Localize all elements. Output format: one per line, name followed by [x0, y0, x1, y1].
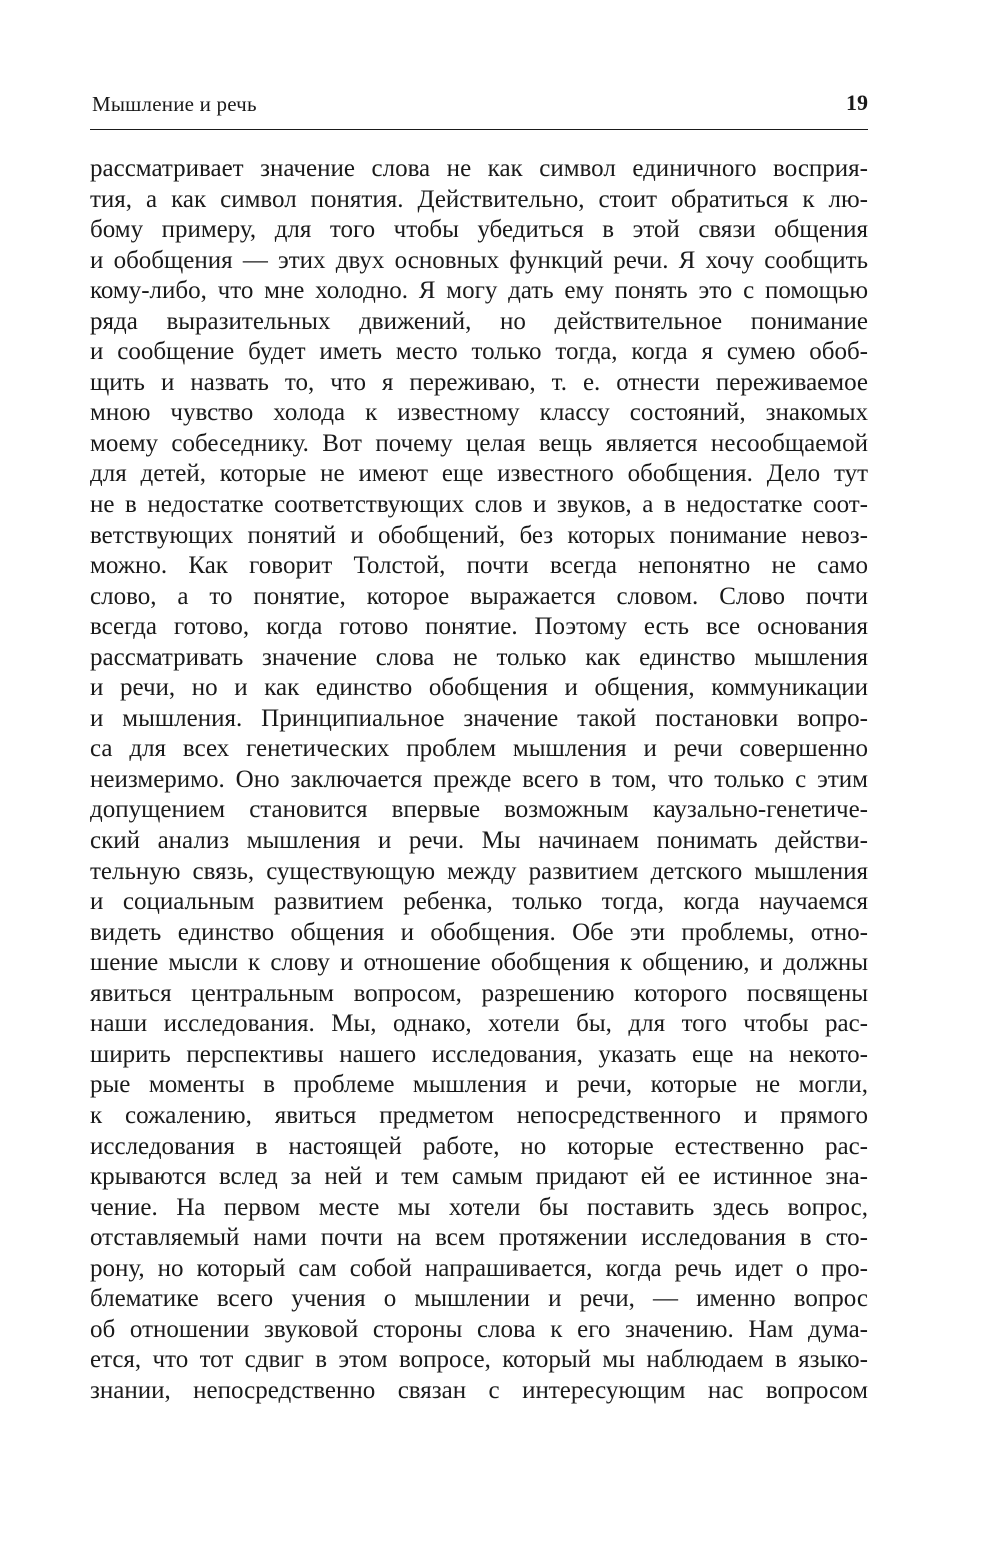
text-line: рону, но который сам собой напрашивается, когда речь идет о про-: [90, 1254, 868, 1282]
page-number: 19: [846, 90, 868, 115]
text-line: и сообщение будет иметь место только тогда, когда я сумею обоб-: [90, 338, 868, 366]
book-page: [90, 0, 868, 1552]
text-line: чение. На первом месте мы хотели бы поставить здесь вопрос,: [90, 1193, 868, 1221]
text-line: ский анализ мышления и речи. Мы начинаем понимать действи-: [90, 827, 868, 855]
text-line: тия, а как символ понятия. Действительно, стоит обратиться к лю-: [90, 185, 868, 213]
text-line: рые моменты в проблеме мышления и речи, которые не могли,: [90, 1071, 868, 1099]
text-line: и речи, но и как единство обобщения и общения, коммуникации: [90, 674, 868, 702]
running-head: [90, 88, 868, 124]
text-line: к сожалению, явиться предметом непосредственного и прямого: [90, 1101, 868, 1129]
text-line: мною чувство холода к известному классу состояний, знакомых: [90, 399, 868, 427]
text-line: можно. Как говорит Толстой, почти всегда непонятно не само: [90, 552, 868, 580]
text-line: кому-либо, что мне холодно. Я могу дать ему понять это с помощью: [90, 277, 868, 305]
text-line: и социальным развитием ребенка, только тогда, когда научаемся: [90, 888, 868, 916]
text-line: щить и назвать то, что я переживаю, т. е. отнести переживаемое: [90, 368, 868, 396]
text-line: ширить перспективы нашего исследования, указать еще на некото-: [90, 1040, 868, 1068]
text-line: шение мысли к слову и отношение обобщения к общению, и должны: [90, 949, 868, 977]
text-line: не в недостатке соответствующих слов и звуков, а в недостатке соот-: [90, 491, 868, 519]
text-line: видеть единство общения и обобщения. Обе эти проблемы, отно-: [90, 918, 868, 946]
text-line: допущением становится впервые возможным каузально-генетиче-: [90, 796, 868, 824]
text-line: моему собеседнику. Вот почему целая вещь является несообщаемой: [90, 429, 868, 457]
text-line: об отношении звуковой стороны слова к его значению. Нам дума-: [90, 1315, 868, 1343]
text-line: наши исследования. Мы, однако, хотели бы, для того чтобы рас-: [90, 1010, 868, 1038]
text-line: са для всех генетических проблем мышления и речи совершенно: [90, 735, 868, 763]
text-line: отставляемый нами почти на всем протяжении исследования в сто-: [90, 1224, 868, 1252]
text-line: ется, что тот сдвиг в этом вопросе, который мы наблюдаем в языко-: [90, 1346, 868, 1374]
body-text: [90, 154, 868, 1406]
text-line: бому примеру, для того чтобы убедиться в этой связи общения: [90, 216, 868, 244]
running-title: Мышление и речь: [92, 92, 257, 116]
text-line: исследования в настоящей работе, но которые естественно рас-: [90, 1132, 868, 1160]
text-line: явиться центральным вопросом, разрешению которого посвящены: [90, 979, 868, 1007]
text-line: слово, а то понятие, которое выражается словом. Слово почти: [90, 582, 868, 610]
text-line: всегда готово, когда готово понятие. Поэтому есть все основания: [90, 613, 868, 641]
text-line: и обобщения — этих двух основных функций речи. Я хочу сообщить: [90, 246, 868, 274]
header-rule: [90, 129, 868, 130]
text-line: для детей, которые не имеют еще известного обобщения. Дело тут: [90, 460, 868, 488]
text-line: крываются вслед за ней и тем самым придают ей ее истинное зна-: [90, 1163, 868, 1191]
text-line: и мышления. Принципиальное значение такой постановки вопро-: [90, 704, 868, 732]
text-line: рассматривает значение слова не как символ единичного восприя-: [90, 155, 868, 182]
text-line: рассматривать значение слова не только как единство мышления: [90, 643, 868, 671]
text-line: ряда выразительных движений, но действительное понимание: [90, 307, 868, 335]
text-line: знании, непосредственно связан с интересующим нас вопросом: [90, 1376, 868, 1404]
text-line: ветствующих понятий и обобщений, без которых понимание невоз-: [90, 521, 868, 549]
text-line: тельную связь, существующую между развитием детского мышления: [90, 857, 868, 885]
text-line: блематике всего учения о мышлении и речи, — именно вопрос: [90, 1285, 868, 1313]
text-line: неизмеримо. Оно заключается прежде всего в том, что только с этим: [90, 765, 868, 793]
